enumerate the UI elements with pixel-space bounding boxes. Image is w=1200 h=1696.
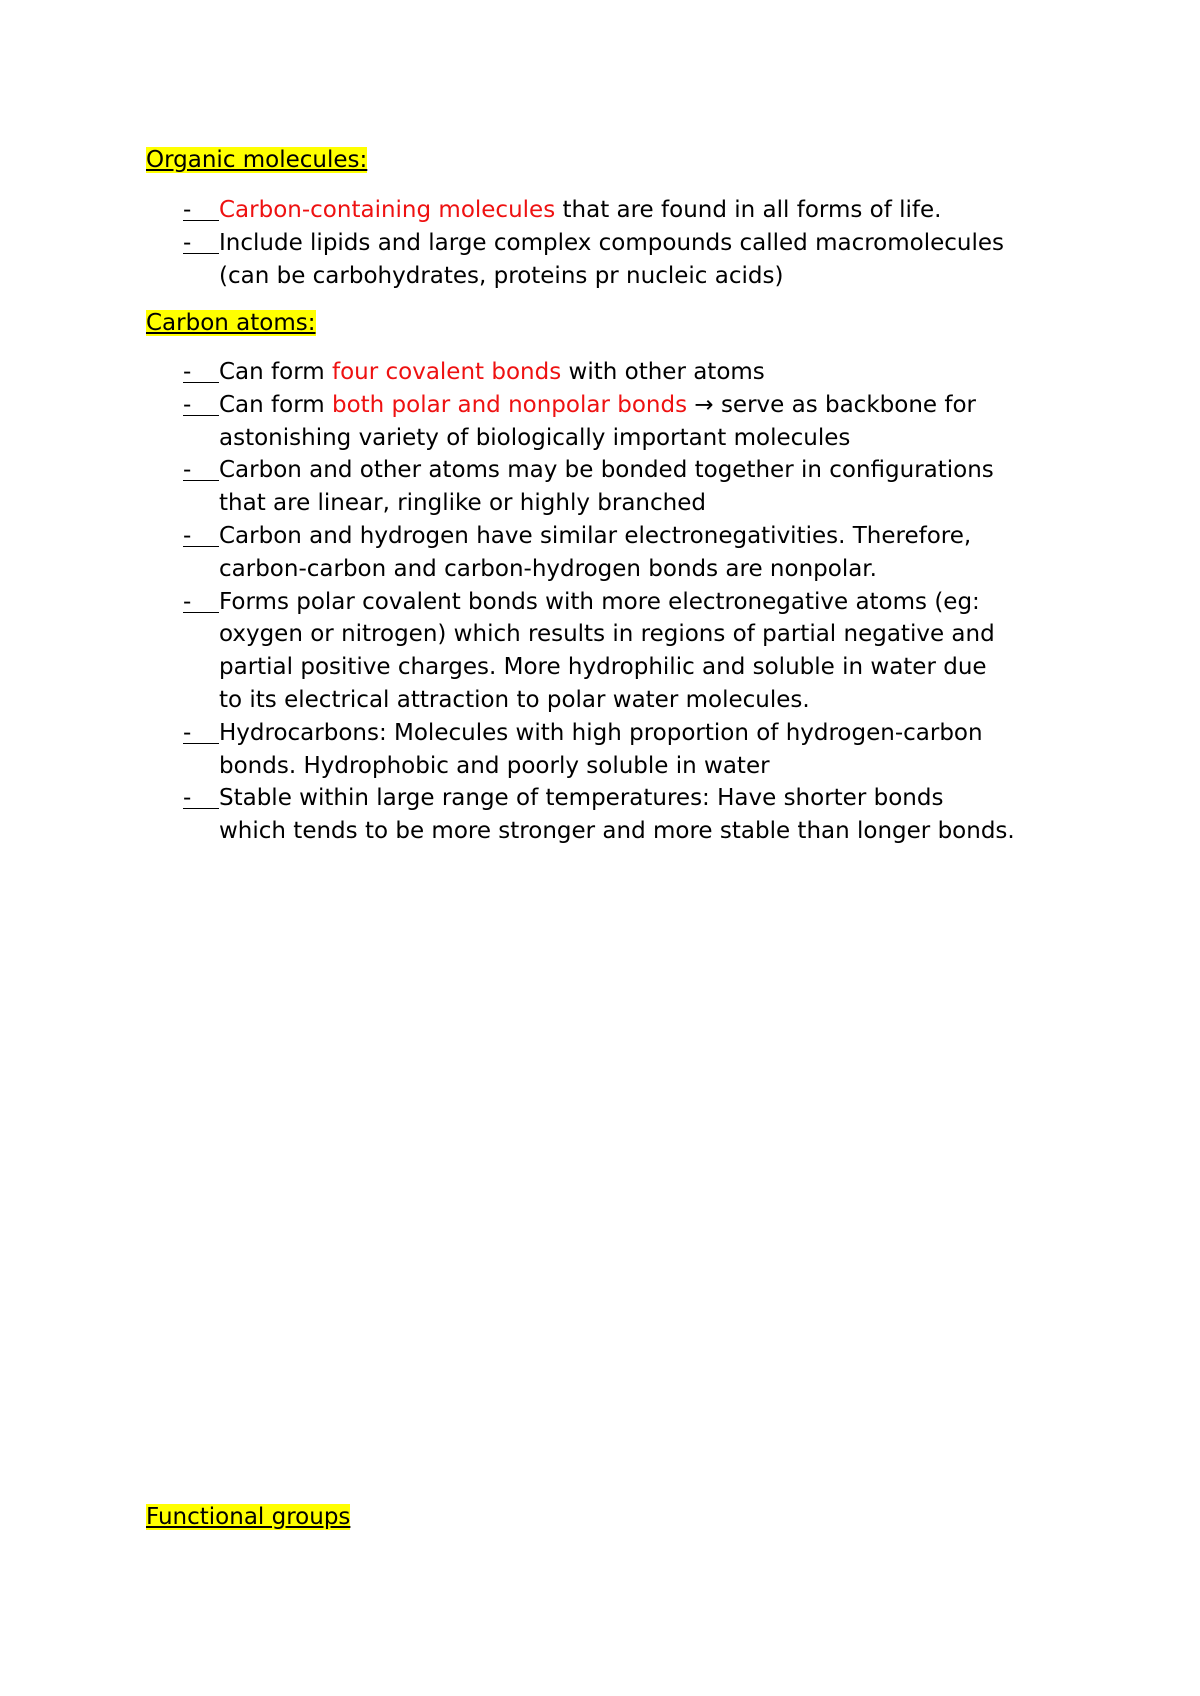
bullet-underline (183, 717, 219, 744)
bullet-underline (183, 227, 219, 254)
bullet-dash: - (183, 522, 192, 549)
bullet-dash: - (183, 785, 192, 812)
bullet-line (219, 356, 1083, 389)
bullet-text: Can form (219, 391, 332, 418)
bullet-line: partial positive charges. More hydrophilic and soluble in water due (219, 654, 987, 681)
heading-organic-molecules-text: Organic molecules: (146, 147, 368, 173)
bullet-dash: - (183, 359, 192, 385)
bullet-line: Forms polar covalent bonds with more electronegative atoms (eg: (219, 588, 980, 615)
bullet-text: Can form (219, 359, 332, 385)
bullet-underline (183, 454, 219, 481)
bullet-text: that are found in all forms of life. (555, 197, 942, 223)
carbon-atoms-list (183, 356, 1083, 848)
list-item (183, 586, 1083, 717)
heading-carbon-atoms-text: Carbon atoms: (146, 310, 316, 336)
bullet-line: (can be carbohydrates, proteins pr nucleic acids) (219, 262, 784, 289)
bullet-text: with other atoms (561, 359, 765, 385)
list-item (183, 389, 1083, 455)
bullet-dash: - (183, 719, 192, 746)
bullet-underline (183, 782, 219, 809)
list-item (183, 227, 1083, 293)
heading-organic-molecules (146, 145, 367, 175)
bullet-underline (183, 356, 219, 383)
bullet-line: to its electrical attraction to polar water molecules. (219, 686, 810, 713)
bullet-dash: - (183, 391, 192, 418)
bullet-line: carbon-carbon and carbon-hydrogen bonds are nonpolar. (219, 555, 877, 582)
bullet-dash: - (183, 588, 192, 615)
bullet-underline (183, 389, 219, 416)
bullet-line: bonds. Hydrophobic and poorly soluble in water (219, 752, 770, 779)
bullet-line: that are linear, ringlike or highly branched (219, 490, 706, 517)
bullet-dash: - (183, 197, 192, 223)
bullet-line (219, 389, 1083, 422)
emphasis-text: Carbon-containing molecules (219, 197, 556, 223)
list-item (183, 520, 1083, 586)
bullet-dash: - (183, 457, 192, 484)
bullet-line: Hydrocarbons: Molecules with high proportion of hydrogen-carbon (219, 719, 983, 746)
heading-functional-groups-text: Functional groups (146, 1504, 351, 1530)
bullet-line: Include lipids and large complex compounds called macromolecules (219, 229, 1005, 256)
bullet-line: which tends to be more stronger and more stable than longer bonds. (219, 818, 1015, 845)
list-item (183, 454, 1083, 520)
emphasis-text: both polar and nonpolar bonds (331, 391, 688, 418)
bullet-line: Carbon and other atoms may be bonded together in configurations (219, 457, 994, 484)
organic-molecules-list (183, 194, 1083, 292)
bullet-line: Carbon and hydrogen have similar electronegativities. Therefore, (219, 522, 972, 549)
bullet-underline (183, 520, 219, 547)
list-item (183, 356, 1083, 389)
list-item (183, 717, 1083, 783)
bullet-underline (183, 194, 219, 221)
bullet-underline (183, 586, 219, 613)
bullet-line: oxygen or nitrogen) which results in regions of partial negative and (219, 621, 995, 648)
heading-carbon-atoms (146, 308, 316, 338)
bullet-text: → serve as backbone for (687, 391, 976, 418)
emphasis-text: four covalent bonds (331, 359, 562, 385)
list-item (183, 782, 1083, 848)
list-item (183, 194, 1083, 227)
heading-functional-groups (146, 1502, 350, 1532)
bullet-line: astonishing variety of biologically important molecules (219, 424, 851, 451)
bullet-dash: - (183, 229, 192, 256)
bullet-line: Stable within large range of temperatures: Have shorter bonds (219, 785, 944, 812)
bullet-line (219, 194, 1083, 227)
